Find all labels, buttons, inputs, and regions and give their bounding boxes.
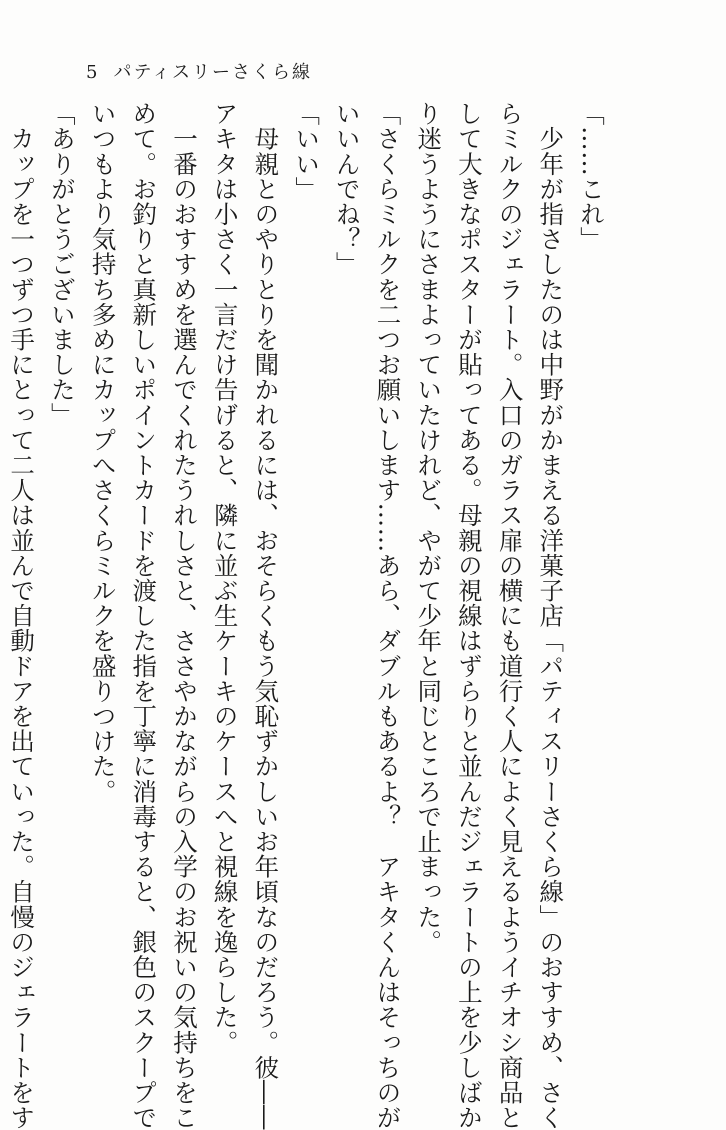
text-line: して大きなポスターが貼ってある。母親の視線はずらりと並んだジェラートの上を少しばか <box>454 101 484 1130</box>
text-line: 「ありがとうございました」 <box>47 101 77 428</box>
chapter-title: パティスリーさくら線 <box>113 62 313 83</box>
text-line: いいんでね？」 <box>332 101 362 277</box>
text-line: 母親とのやりとりを聞かれるには、おそらくもう気恥ずかしいお年頃なのだろう。彼―― <box>251 101 281 1130</box>
body-text <box>0 101 611 1130</box>
text-line: らミルクのジェラート。入口のガラス扉の横にも道行く人によく見えるようイチオシ商品と <box>495 101 525 1130</box>
page-number: 5 <box>86 62 100 83</box>
running-head <box>86 58 312 84</box>
text-line: めて。お釣りと真新しいポイントカードを渡した指を丁寧に消毒すると、銀色のスクープで <box>129 101 159 1130</box>
text-line: 少年が指さしたのは中野がかまえる洋菓子店「パティスリーさくら線」のおすすめ、さく <box>536 101 566 1130</box>
text-line: カップを一つずつ手にとって二人は並んで自動ドアを出ていった。自慢のジェラートをす <box>7 101 37 1130</box>
text-line: り迷うようにさまよっていたけれど、やがて少年と同じところで止まった。 <box>414 101 444 955</box>
text-line: 「さくらミルクを二つお願いします……あら、ダブルもあるよ？ アキタくんはそっちのが <box>373 101 403 1130</box>
text-line: 一番のおすすめを選んでくれたうれしさと、ささやかながらの入学のお祝いの気持ちをこ <box>169 101 199 1130</box>
text-line: いつもより気持ち多めにカップへさくらミルクを盛りつけた。 <box>88 101 118 804</box>
text-line: 「……これ」 <box>577 101 606 252</box>
text-line: 「いい」 <box>292 101 322 202</box>
text-line: アキタは小さく一言だけ告げると、隣に並ぶ生ケーキのケースへと視線を逸らした。 <box>210 101 240 1055</box>
